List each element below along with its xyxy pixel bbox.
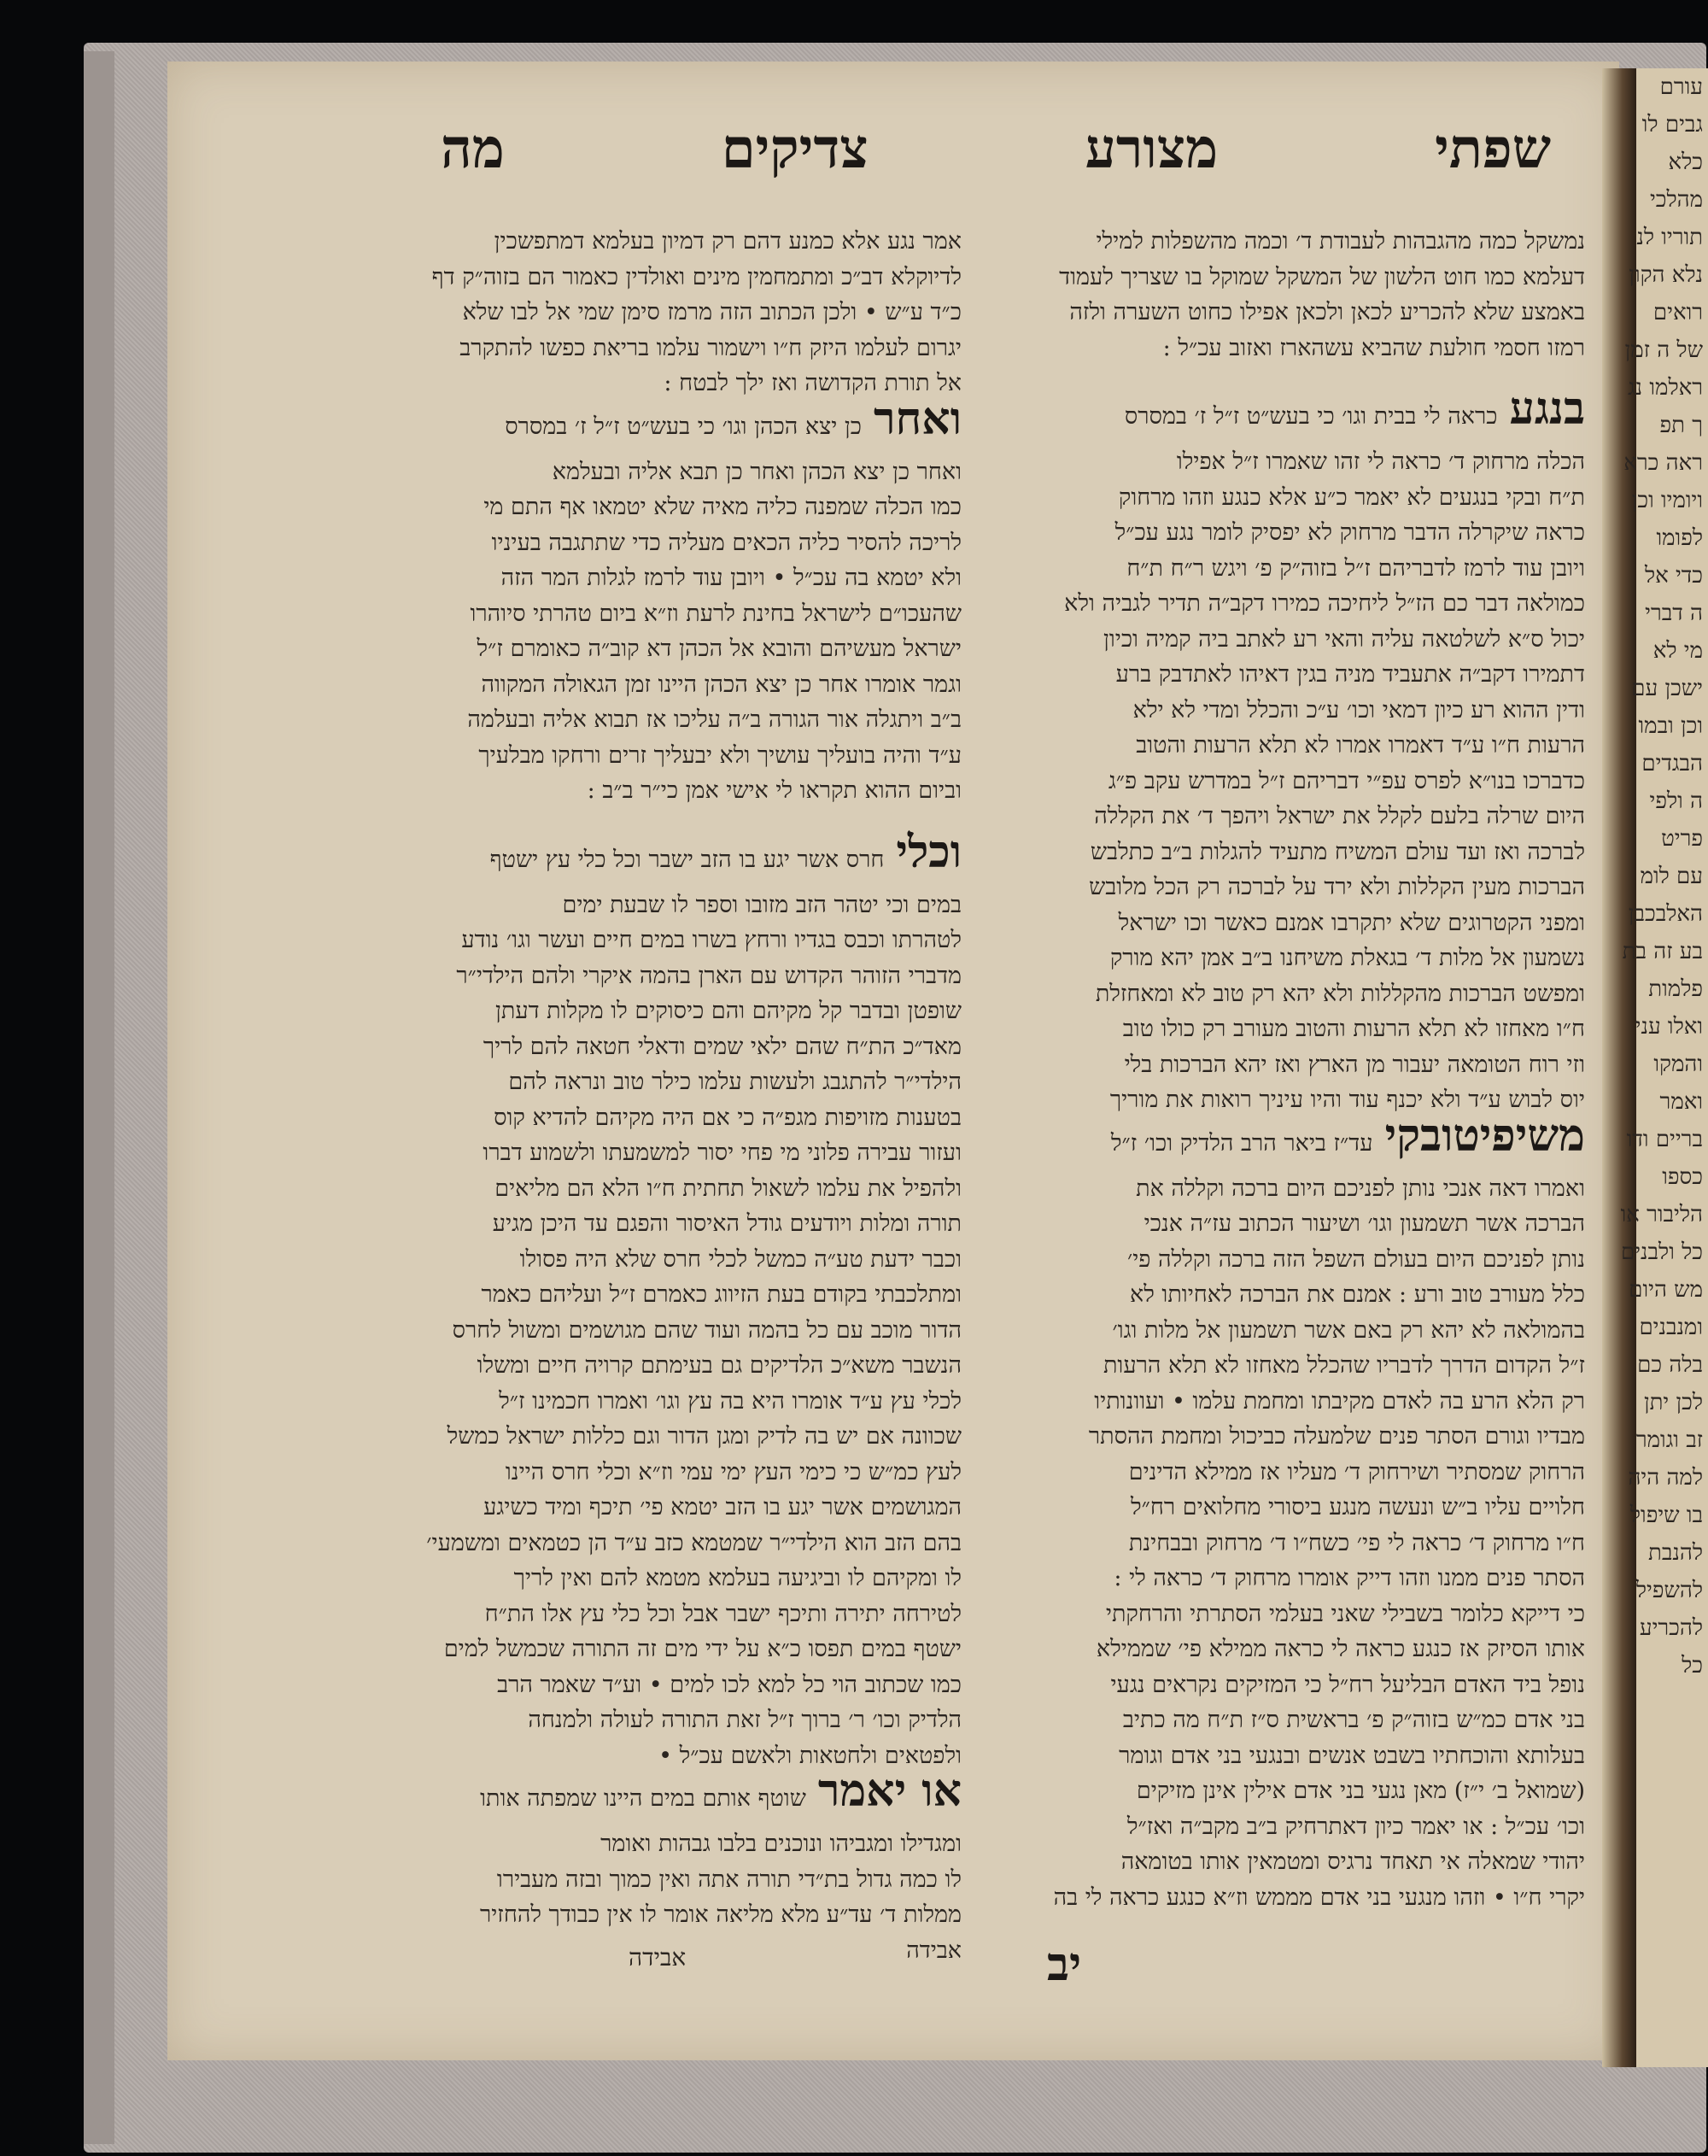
text-line: ב״ב ויתגלה אור הגורה ב״ה עליכו אז תבוא אליה ובעלמה [467, 706, 962, 733]
text-line: אמר נגע אלא כמנע דהם רק דמיון בעלמא דמתפשכין [494, 228, 962, 255]
book-spine [84, 51, 114, 2144]
text-line: ויובן עוד לרמז לדבריהם ז״ל בזוה״ק פ׳ ויגש ר״ח ת״ח [1126, 554, 1585, 582]
text-line: ואמרו דאה אנכי נותן לפניכם היום ברכה וקללה את [1136, 1175, 1585, 1202]
text-line: מדברי הזוהר הקדוש עם הארן בהמה איקרי ולהם הילדי״ר [456, 962, 962, 989]
text-line: עד״ז ביאר הרב הלדיק וכו׳ ז״ל [1110, 1129, 1373, 1157]
text-line: אבידה [906, 1936, 962, 1964]
adjacent-page-fragment: ה ולפי [1649, 788, 1703, 814]
text-line: ז״ל הקדום הדרך לדבריו שהכלל מאחזו לא תלא הרעות [1103, 1352, 1585, 1379]
text-line: רמזו חסמי חולעת שהביא עשהארז ואזוב עכ״ל : [1162, 334, 1585, 361]
text-line: הכלה מרחוק ד׳ כראה לי זהו שאמרו ז״ל אפילו [1176, 448, 1585, 475]
adjacent-page-fragment: נלא הקון [1629, 262, 1703, 288]
text-line: לו כמה גדול בת״די תורה אתה ואין כמוך ובזה מעבירו [496, 1866, 962, 1893]
adjacent-page-fragment: מהלכי [1649, 187, 1703, 213]
text-line: בטענות מזויפות מגפ״ה כי אם היה מקיהם להדיא קוס [494, 1104, 962, 1131]
adjacent-page-fragment: פריט [1661, 826, 1703, 852]
text-line: כראה לי בבית וגו׳ כי בעש״ט ז״ל ז׳ במסרס [1124, 403, 1498, 430]
text-line: חלויים עליו ב״ש ונעשה מנגע ביסורי מחלואים רח״ל [1131, 1494, 1585, 1520]
section-gap [987, 366, 1585, 391]
text-line: דתמירו דקב״ה אתעביד מניה בגין דאיהו לאתדבק ברע [1115, 661, 1585, 688]
section-lead-word: בנגע [1509, 383, 1585, 435]
text-line: נופל ביד האדם הבליעל רח״ל כי המזיקים נקראים נגעי [1110, 1671, 1585, 1698]
right-text-column [987, 224, 1585, 1915]
text-line: יוס לבוש ע״ד ולא יכנף עוד והיו עיניך רואות את מוריך [1109, 1087, 1585, 1113]
adjacent-page-fragment: וכן ובמו [1638, 713, 1703, 739]
adjacent-page-fragment: לפומו [1656, 525, 1703, 551]
header-folio: מה [441, 116, 505, 181]
text-line: הברכה אשר תשמעון וגו׳ ושיעור הכתוב עז״ה אנכי [1144, 1210, 1585, 1237]
adjacent-page-fragment: פלמות [1648, 976, 1703, 1002]
adjacent-page-fragment: ראלמו נג [1628, 375, 1703, 401]
text-line: כמו הכלה שמפנה כליה מאיה שלא יטמאו אף התם מי [483, 494, 962, 520]
text-line: ולפטאים ולחטאות ולאשם עכ״ל • [658, 1742, 962, 1769]
text-line: ע״ד והיה בועליך עושיך ולא יבעליך זרים ורחקו מבלעיך [478, 741, 962, 769]
adjacent-page-fragment: מי לא [1652, 638, 1703, 664]
text-line: ח״ו מאחזו לא תלא הרעות והטוב מעורב רק כולו טוב [1122, 1016, 1585, 1042]
section-lead-word: משיפיטובקי [1384, 1109, 1585, 1162]
text-line: יגרום לעלמו היזק ח״ו וישמור עלמו בריאת כפשו להתקרב [459, 334, 962, 361]
adjacent-page-fragment: בריים ודו [1626, 1127, 1703, 1152]
text-line: הלדיק וכו׳ ר׳ ברוך ז״ל זאת התורה לעולה ולמנחה [528, 1707, 962, 1733]
text-line: מאד״כ הת״ח שהם ילאי שמים ודאלי חטאה להם לריך [483, 1033, 962, 1060]
adjacent-page-fragment: גבים לו [1641, 112, 1703, 138]
text-line: ישראל מעשיהם והובא אל הכהן דא קוב״ה כאומרם ז״ל [477, 636, 962, 662]
text-line: ואחר כן יצא הכהן ואחר כן תבא אליה ובעלמא [552, 458, 962, 485]
running-header [441, 106, 1551, 191]
adjacent-page-fragment: בע זה בת [1622, 939, 1703, 964]
adjacent-page-fragment: להכריע [1639, 1615, 1703, 1641]
text-line: אל תורת הקדושה ואז ילך לבטח : [664, 370, 962, 396]
text-line: ומפשט הברכות מהקללות ולא יהא רק טוב לא ומאחזלת [1095, 980, 1585, 1007]
text-line: ממלות ד׳ עד״ע מלא מליאה אומר לו אין כבודך להחזיר [479, 1901, 962, 1928]
header-word-1: שפתי [1435, 116, 1551, 181]
adjacent-page-fragment: ה דברי [1645, 601, 1703, 626]
section-lead-word: ואחר [873, 392, 962, 445]
adjacent-page-fragment: זב וגומר [1635, 1427, 1703, 1453]
text-line: הרחוק שמסתיר ושירחוק ד׳ מעליו אז ממילא הדינים [1128, 1458, 1585, 1485]
text-line: בני אדם כמ״ש בזוה״ק פ׳ בראשית ס״ז ת״ח מה כתיב [1122, 1707, 1585, 1733]
text-line: וגמר אומרו אחר כן יצא הכהן היינו זמן הגאולה המקווה [481, 671, 962, 698]
text-line: הילדי״ר להתגבג ולעשות עלמו כילר טוב ונראה להם [508, 1069, 962, 1095]
text-line: וכו׳ עכ״ל : או יאמר כיון דאתרחיק ב״ב מקב״ה ואז״ל [1126, 1813, 1585, 1840]
section-opening-line [364, 1765, 962, 1826]
section-lead-word: או יאמר [817, 1765, 962, 1817]
adjacent-page-edge [1620, 68, 1708, 2067]
adjacent-page-fragment: מש היום [1629, 1277, 1703, 1303]
text-line: בעלותא והוכחתיו בשבט אנשים ובנגעי בני אדם וגומר [1119, 1742, 1585, 1769]
text-line: שופטן ובדבר קל מקיהם והם כיסוקים לו מקלות דעתן [494, 998, 962, 1024]
text-line: הסתר פנים ממנו וזהו דייק אומרו מרחוק ד׳ כראה לי : [1114, 1565, 1585, 1591]
text-line: ולהפיל את עלמו לשאול תחתית ח״ו הלא הם מליאים [494, 1175, 962, 1202]
text-line: ועזור עבירה פלוני מי פחי יסור למשמעתו ולשמוע דברו [483, 1140, 962, 1166]
adjacent-page-fragment: כספו [1662, 1164, 1703, 1190]
section-lead-word: וכלי [896, 825, 962, 878]
text-line: בהם הזב הוא הילדי״ר שמטמא כזב ע״ד הן כטמאים ומשמעי׳ [426, 1529, 962, 1556]
text-line: לדיוקלא דב״כ ומתמחמין מינים ואולדין כאמור הם בזוה״ק דף [431, 263, 962, 290]
text-line: ומפני הקטרוגים שלא יתקרבו אמנם כאשר וכו ישראל [1118, 909, 1585, 936]
adjacent-page-fragment: בלה כם [1637, 1352, 1703, 1378]
text-line: ת״ח ובקי בנגעים לא יאמר כ״ע אלא כנגע וזהו מרחוק [1118, 483, 1585, 511]
adjacent-page-fragment: כדי אל [1644, 563, 1703, 589]
text-line: במים וכי יטהר הזב מזובו וספר לו שבעת ימים [562, 891, 962, 918]
text-line: דעלמא כמו חוט הלשון של המשקל שמוקל בו שצריך לעמוד [1059, 263, 1585, 290]
text-line: נמשקל כמה מהגבהות לעבודת ד׳ וכמה מהשפלות למילי [1096, 228, 1585, 255]
text-line: רק הלא הרע בה לאדם מקיבתו ומחמת עלמו • ועוונותיו [1094, 1387, 1585, 1415]
left-text-column [364, 224, 962, 1968]
text-line: וזי רוח הטומאה יעבור מן הארץ ואז יהא הברכות בלי [1124, 1051, 1585, 1078]
adjacent-page-fragment: עם לומ [1640, 864, 1703, 889]
header-word-3: צדיקים [721, 116, 869, 181]
adjacent-page-fragment: למה היה [1628, 1465, 1703, 1491]
adjacent-page-fragment: של ה זמן [1624, 337, 1703, 363]
text-line: תורה ומלות ויודעים גודל האיסור והפגם עד היכן מגיע [492, 1210, 962, 1237]
adjacent-page-fragment: והמקו [1653, 1052, 1703, 1077]
text-line: ח״ו מרחוק ד׳ כראה לי פי׳ כשח״ו ד׳ מרחוק ובבחינת [1128, 1529, 1585, 1556]
adjacent-page-fragment: כל ולבנים [1621, 1239, 1703, 1265]
adjacent-page-fragment: להשפיל [1635, 1578, 1703, 1603]
text-line: שכוונה אם יש בה לדיק ומגן הדור וגם כללות ישראל כמשל [447, 1423, 962, 1450]
adjacent-page-fragment: כל [1682, 1653, 1703, 1679]
adjacent-page-fragment: להנבת [1648, 1540, 1703, 1566]
section-opening-line [364, 825, 962, 888]
adjacent-page-fragment: ואמר [1659, 1089, 1703, 1115]
text-line: שהעכו״ם לישראל בחינת לרעת וז״א ביום טהרתי סיוהרו [470, 600, 962, 627]
text-line: כלל מעורב טוב ורע : אמנם את הברכה לאחיותו לא [1130, 1281, 1585, 1308]
adjacent-page-fragment: האלבכבן [1628, 901, 1703, 927]
text-line: ישטף במים תפסו כ״א על ידי מים זה התורה שכמשל למים [443, 1636, 962, 1662]
text-line: יהודי שמאלה אי תאחד נרגיס ומטמאין אותו בטומאה [1120, 1848, 1585, 1875]
adjacent-page-fragment: ויומיו וכן [1631, 488, 1703, 513]
adjacent-page-fragment: ך תפ [1659, 413, 1703, 438]
text-line: מבדיו וגורם הסתר פנים שלמעלה כביכול ומחמת ההסתר [1088, 1423, 1585, 1450]
text-line: ודין ההוא רע כיון דמאי וכו׳ ע״כ והכלל ומדי לא ילא [1132, 696, 1585, 724]
book-page [167, 62, 1619, 2060]
text-line: יקרי ח״ו • וזהו מנגעי בני אדם מממש וז״א כנגע כראה לי בה [1053, 1884, 1585, 1911]
text-line: כי דייקא כלומר בשבילי שאני בעלמי הסתרתי והרחקתי [1105, 1600, 1585, 1627]
text-line: כמו שכתוב הוי כל למא לכו למים • וע״ד שאמר הרב [497, 1671, 962, 1698]
text-line: יכול ס״א לשלטאה עליה והאי רע לאתב ביה קמיה וכיון [1103, 625, 1585, 653]
text-line: ולא יטמא בה עכ״ל • ויובן עוד לרמז לגלות המר הזה [500, 565, 962, 591]
text-line: המגושמים אשר יגע בו הזב יטמא פי׳ תיכף ומיד כשיגע [483, 1494, 962, 1520]
section-opening-line [987, 1109, 1585, 1171]
text-line: לברכה ואז ועד עולם המשיח מתעיד להגלות ב״ב כתלבש [1090, 838, 1585, 865]
text-line: כראה שיקרלה הדבר מרחוק לא יפסיק לומר נגע עכ״ל [1114, 519, 1585, 546]
text-line: לריכה להסיר כליה הכאים מעליה כדי שתתגבה בעיניו [491, 529, 962, 556]
adjacent-page-fragment: הליבור או [1620, 1202, 1703, 1227]
adjacent-page-fragment: ישכן עם [1631, 676, 1703, 701]
text-line: וביום ההוא תקראו לי אישי אמן כי״ר ב״ב : [587, 777, 962, 804]
text-line: שוטף אותם במים היינו שמפתה אותו [480, 1785, 806, 1812]
text-line: כדברכו בנו״א לפרס עפ״י דבריהם ז״ל במדרש עקב פ״ג [1108, 767, 1585, 794]
text-line: הרעות ח״ו ע״ד דאמרו אמרו לא תלא הרעות והטוב [1136, 732, 1585, 759]
text-line: לטירחה יתירה ותיכף ישבר אבל וכל כלי עץ אלו הת״ח [484, 1600, 962, 1627]
text-line: וכבר ידעת טע״ה כמשל לכלי חרס שלא היה פסולו [519, 1245, 962, 1273]
text-line: חרס אשר יגע בו הזב ישבר וכל כלי עץ ישטף [489, 846, 885, 873]
text-line: כ״ד ע״ש • ולכן הכתוב הזה מרמז סימן שמי אל לבו שלא [462, 299, 962, 325]
text-line: באמצע שלא להכריע לכאן ולכאן אפילו כחוט השערה ולזה [1069, 299, 1585, 325]
section-opening-line [987, 383, 1585, 444]
adjacent-page-fragment: ראה כרא [1623, 450, 1703, 476]
adjacent-page-fragment: ומנבנים [1639, 1315, 1703, 1340]
section-opening-line [364, 392, 962, 454]
text-line: לעץ כמ״ש כי כימי העץ ימי עמי וז״א וכלי חרס היינו [505, 1458, 962, 1485]
adjacent-page-fragment: בו שיפול [1629, 1503, 1703, 1528]
text-line: כן יצא הכהן וגו׳ כי בעש״ט ז״ל ז׳ במסרס [505, 413, 862, 440]
adjacent-page-fragment: רואים [1652, 300, 1703, 325]
page-number: יב [1047, 1936, 1082, 1991]
adjacent-page-fragment: הבגדים [1641, 751, 1703, 776]
text-line: נשמעון אל מלות ד׳ בגאלת משיחנו ב״ב אמן יהא מורק [1109, 945, 1585, 971]
text-line: לטהרתו וכבס בגדיו ורחץ בשרו במים חיים ועשר וגו׳ נודע [461, 927, 962, 953]
catchword: אבידה [629, 1943, 687, 1971]
adjacent-page-fragment: ואלו עני [1635, 1014, 1703, 1040]
adjacent-page-fragment: עורם [1659, 74, 1703, 100]
adjacent-page-fragment: לכן יתן [1643, 1390, 1703, 1415]
text-line: לו ומקיהם לו וביגיעה בעלמא מטמא להם ואין לריך [513, 1565, 962, 1591]
text-line: הנשבר משא״כ הלדיקים גם בעימתם קרויה חיים ומשלו [477, 1352, 962, 1379]
text-line: הברכות מעין הקללות ולא ירד על לברכה רק הכל מלובש [1089, 874, 1585, 900]
text-line: אותו הסיזק אז כנגע כראה לי כראה ממילא פי׳ שממילא [1096, 1636, 1585, 1662]
text-line: היום שרלה בלעם לקלל את ישראל ויהפך ד׳ את הקללה [1094, 803, 1585, 829]
text-line: בהמולאה לא יהא רק באם אשר תשמעון אל מלות וגו׳ [1112, 1316, 1585, 1344]
text-line: לכלי עץ ע״ד אומרו היא בה עץ וגו׳ ואמרו חכמינו ז״ל [499, 1387, 962, 1415]
text-line: נותן לפניכם היום בעולם השפל הזה ברכה וקללה פי׳ [1126, 1245, 1585, 1273]
section-gap [364, 809, 962, 835]
adjacent-page-fragment: כלא [1668, 149, 1703, 175]
text-line: כמולאה דבר כם הז״ל ליחיכה כמירו דקב״ה תדיר לגביה ולא [1064, 590, 1585, 617]
header-word-2: מצורע [1085, 116, 1219, 181]
adjacent-page-fragment: תוריו לנ [1636, 225, 1703, 250]
text-line: הדור מוכב עם כל בהמה ועוד שהם מגושמים ומשול לחרס [452, 1316, 962, 1344]
text-line: ומגדילו ומגביהו ונוכנים בלבו גבהות ואומר [600, 1831, 962, 1857]
text-line: (שמואל ב׳ י״ז) מאן נגעי בני אדם אילין אינן מזיקים [1136, 1778, 1585, 1804]
text-line: ומתלכבתי בקודם בעת הזיווג כאמרם ז״ל ועליהם כאמר [481, 1281, 962, 1308]
